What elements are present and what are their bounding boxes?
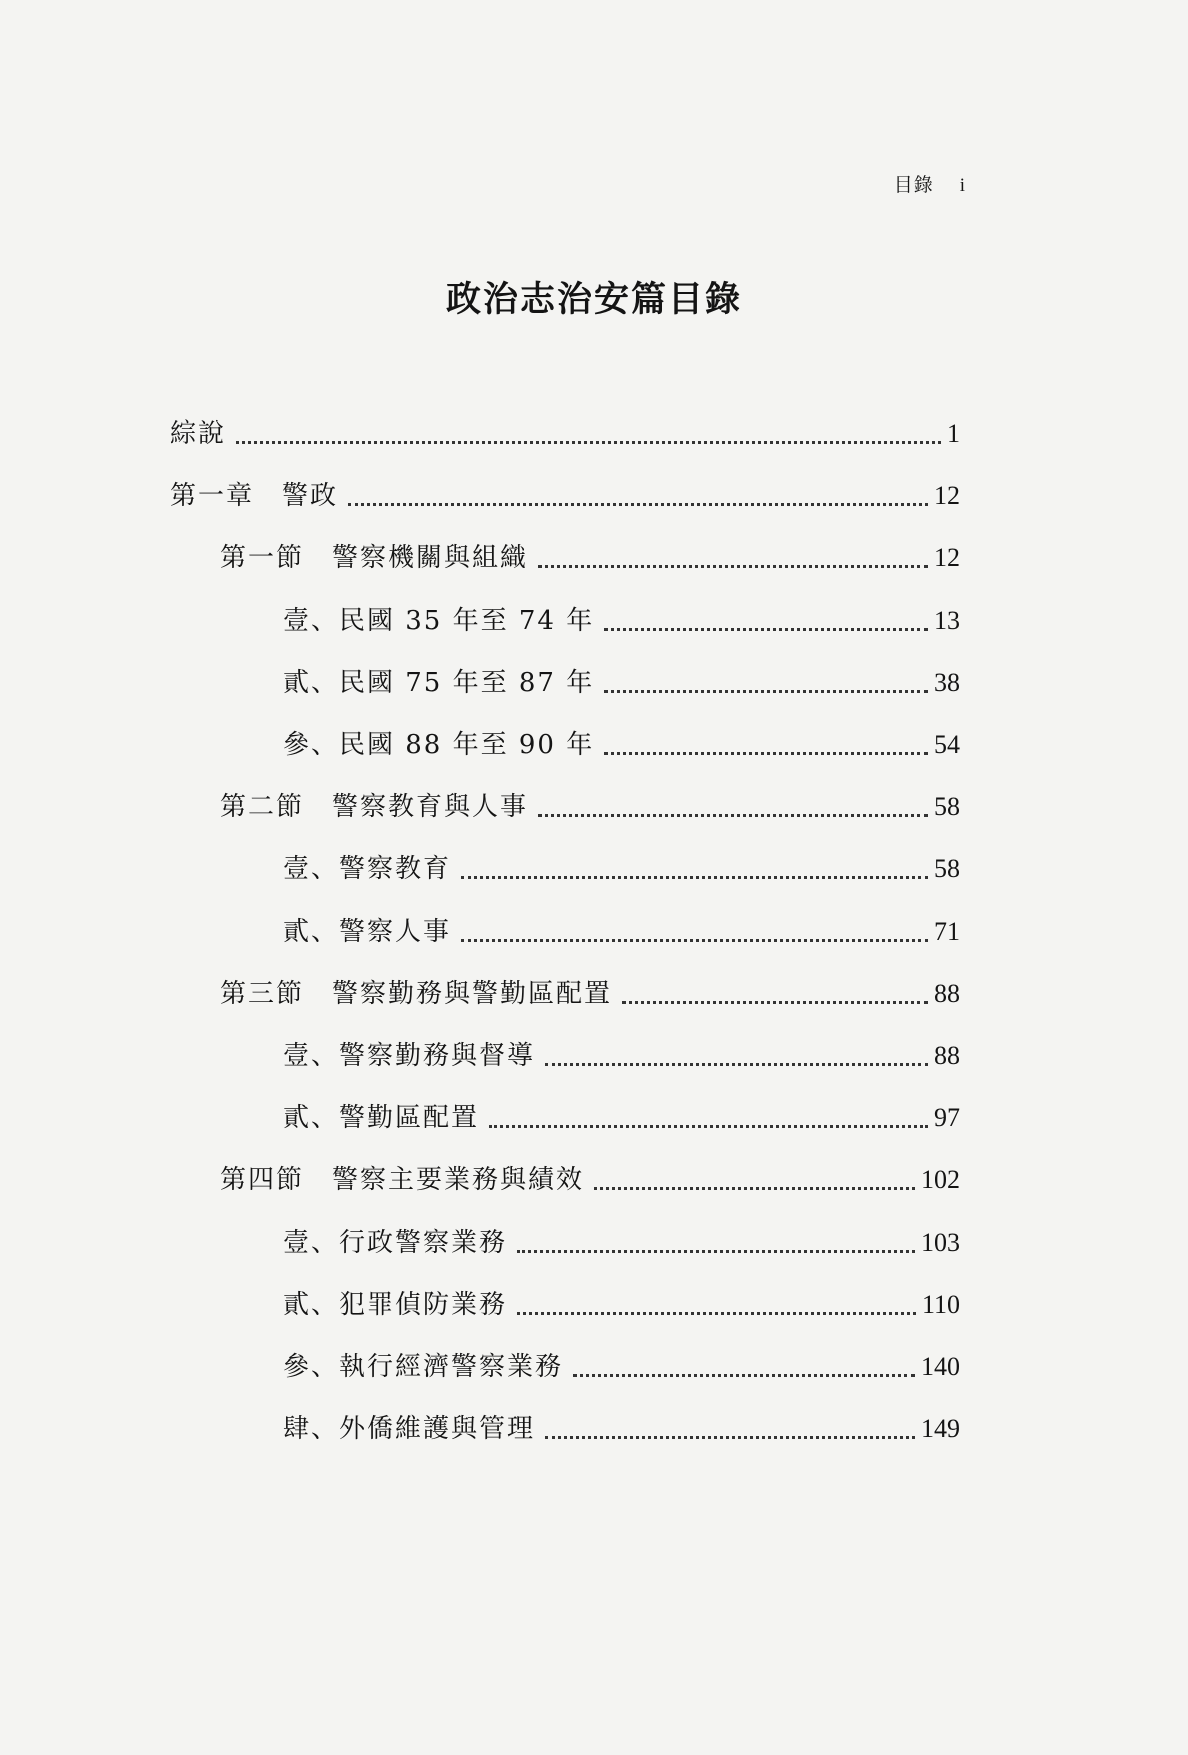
dot-leader (538, 814, 928, 817)
toc-entry-label (283, 599, 594, 643)
toc-entry-page: 12 (934, 543, 960, 573)
dot-leader (604, 690, 928, 693)
toc-entry-label (220, 1158, 584, 1202)
toc-entry-label (283, 661, 594, 705)
toc-entry-page: 1 (947, 419, 960, 448)
toc-entry-text: 警察主要業務與績效 (332, 1165, 585, 1196)
toc-entry-text: 壹、警察勤務與督導 (283, 1041, 536, 1071)
dot-leader (604, 628, 928, 631)
toc-entry-label (220, 785, 528, 829)
toc-entry-text: 警政 (282, 481, 339, 512)
toc-entry (170, 412, 960, 456)
dot-leader (594, 1187, 915, 1190)
toc-entry-prefix: 第一章 (170, 481, 255, 512)
dot-leader (348, 503, 928, 506)
toc-entry-prefix: 第一節 (220, 543, 305, 574)
toc-entry-text: 參、執行經濟警察業務 (283, 1352, 564, 1382)
toc-entry (283, 599, 960, 643)
toc-entry (283, 910, 960, 954)
toc-entry-text: 貳、民國 75 年至 87 年 (283, 667, 595, 698)
toc-entry-page: 71 (934, 916, 960, 946)
toc-entry-text: 壹、行政警察業務 (283, 1227, 508, 1258)
toc-entry (283, 1034, 960, 1078)
toc-entry-text: 參、民國 88 年至 90 年 (283, 730, 595, 760)
toc-entry-label (283, 1283, 507, 1327)
toc-entry-page: 58 (934, 792, 960, 822)
toc-entry (220, 1158, 960, 1202)
header-label: 目錄 (893, 174, 934, 196)
toc-entry (170, 474, 960, 518)
page-number: i (959, 175, 966, 196)
toc-entry-text: 貳、警察人事 (283, 916, 452, 947)
toc-entry-page: 103 (921, 1227, 960, 1257)
toc-entry-prefix: 第二節 (220, 792, 305, 823)
toc-entry-label (283, 1096, 479, 1140)
toc-entry-label (283, 1221, 507, 1265)
toc-entry-page: 13 (934, 605, 960, 635)
dot-leader (461, 876, 928, 879)
toc-entry-page: 88 (934, 978, 960, 1008)
dot-leader (622, 1001, 928, 1004)
toc-entry-label (220, 972, 612, 1016)
toc-entry (283, 1345, 960, 1389)
toc-entry (283, 1096, 960, 1140)
toc-entry-label (283, 1345, 563, 1389)
toc-entry-text: 肆、外僑維護與管理 (283, 1414, 536, 1445)
dot-leader (604, 752, 928, 755)
toc-entry-text: 警察教育與人事 (332, 792, 529, 823)
running-header (894, 170, 966, 197)
toc-entry-prefix: 第四節 (220, 1165, 305, 1196)
toc-entry-label (283, 1034, 535, 1078)
toc-entry-label (283, 910, 451, 954)
toc-entry-text: 壹、警察教育 (283, 854, 452, 885)
toc-entry-prefix: 綜說 (170, 419, 227, 449)
toc-entry (283, 1221, 960, 1265)
toc-entry-page: 97 (934, 1103, 960, 1133)
toc-entry-prefix: 第三節 (220, 978, 305, 1009)
toc-entry-page: 102 (921, 1165, 960, 1195)
toc-entry (283, 847, 960, 891)
dot-leader (489, 1125, 928, 1128)
dot-leader (545, 1436, 915, 1439)
dot-leader (461, 939, 928, 942)
toc-entry-label (170, 474, 338, 518)
toc-entry-page: 140 (921, 1352, 960, 1381)
toc-entry (283, 661, 960, 705)
toc-entry-page: 110 (921, 1289, 960, 1319)
toc-entry-page: 12 (934, 481, 960, 511)
dot-leader (573, 1374, 915, 1377)
toc-entry-page: 88 (934, 1041, 960, 1070)
toc-entry-text: 警察機關與組織 (332, 543, 529, 574)
toc-entry-page: 54 (934, 730, 960, 759)
toc-entry-label (170, 412, 226, 456)
dot-leader (517, 1250, 915, 1253)
dot-leader (545, 1063, 928, 1066)
toc-entry-text: 貳、犯罪偵防業務 (283, 1289, 508, 1320)
toc-entry (283, 1283, 960, 1327)
toc-entry (220, 785, 960, 829)
page-title: 政治志治安篇目錄 (445, 279, 742, 320)
toc-entry-label (283, 847, 451, 891)
toc-entry (220, 536, 960, 580)
toc-entry-text: 貳、警勤區配置 (283, 1103, 480, 1134)
toc-entry-label (283, 1407, 535, 1451)
toc-entry (283, 723, 960, 767)
dot-leader (236, 441, 941, 444)
toc-entry-label (220, 536, 528, 580)
toc-entry-text: 警察勤務與警勤區配置 (332, 978, 613, 1009)
toc-entry-page: 149 (921, 1414, 960, 1444)
toc-entry (283, 1407, 960, 1451)
toc-entry (220, 972, 960, 1016)
toc-entry-text: 壹、民國 35 年至 74 年 (283, 605, 595, 636)
toc-entry-page: 38 (934, 667, 960, 697)
toc-entry-label (283, 723, 594, 767)
dot-leader (517, 1312, 916, 1315)
toc-entry-page: 58 (934, 854, 960, 884)
dot-leader (538, 565, 928, 568)
